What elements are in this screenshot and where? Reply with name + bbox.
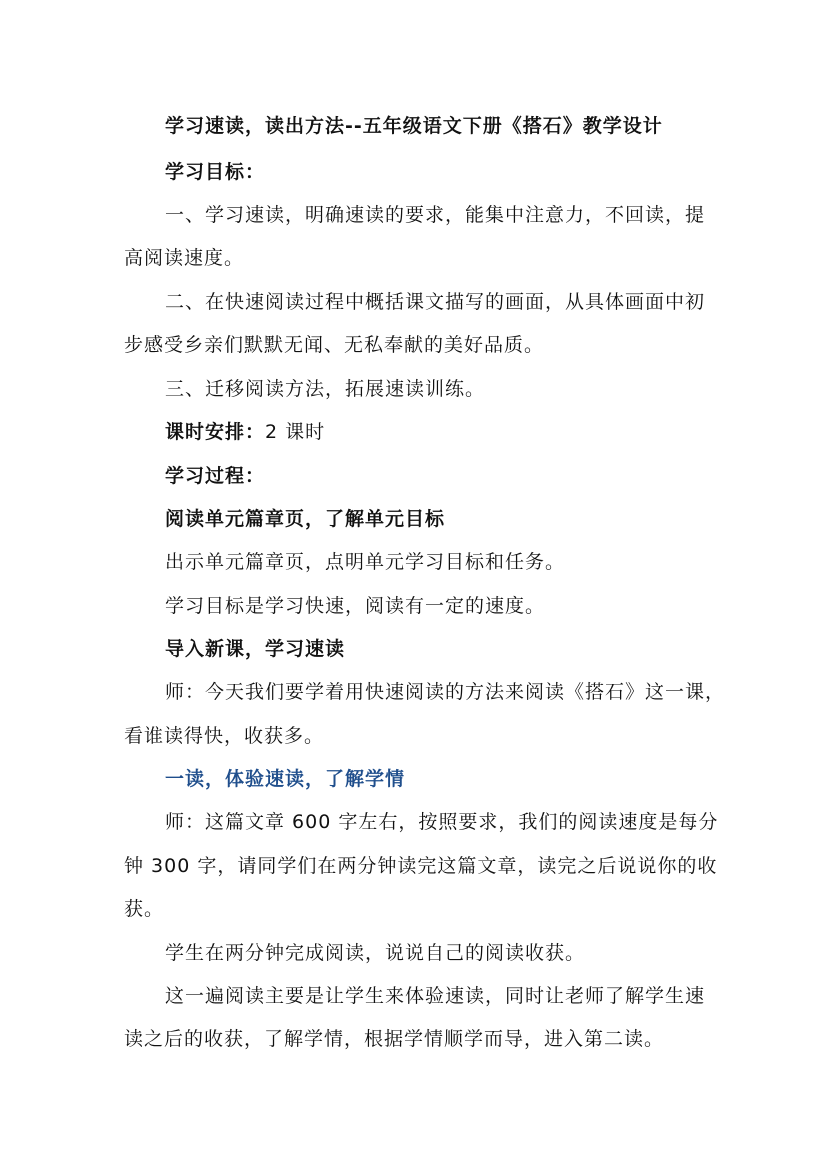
schedule-value: 2 课时	[265, 421, 326, 443]
section-2-paragraph-line-2: 看谁读得快，收获多。	[124, 725, 325, 747]
section-1-paragraph-2: 学习目标是学习快速，阅读有一定的速度。	[165, 595, 546, 617]
section-1-heading: 阅读单元篇章页，了解单元目标	[165, 508, 446, 530]
goal-1-line-2: 高阅读速度。	[124, 247, 245, 269]
section-3-paragraph-2: 学生在两分钟完成阅读，说说自己的阅读收获。	[165, 942, 586, 964]
section-2-paragraph-line-1: 师：今天我们要学着用快速阅读的方法来阅读《搭石》这一课，	[165, 681, 726, 703]
section-3-paragraph-1-line-3: 获。	[124, 898, 165, 920]
goal-3: 三、迁移阅读方法，拓展速读训练。	[165, 378, 486, 400]
section-3-heading: 一读，体验速读，了解学情	[165, 768, 406, 790]
section-3-paragraph-3-line-1: 这一遍阅读主要是让学生来体验速读，同时让老师了解学生速	[165, 985, 706, 1007]
goal-2-line-1: 二、在快速阅读过程中概括课文描写的画面，从具体画面中初	[165, 291, 706, 313]
section-3-paragraph-1-line-1: 师：这篇文章 600 字左右，按照要求，我们的阅读速度是每分	[165, 811, 719, 833]
section-2-heading: 导入新课，学习速读	[165, 638, 346, 660]
schedule	[165, 420, 325, 444]
goal-2-line-2: 步感受乡亲们默默无闻、无私奉献的美好品质。	[124, 334, 545, 356]
goals-heading: 学习目标：	[165, 161, 266, 183]
goal-1-line-1: 一、学习速读，明确速读的要求，能集中注意力，不回读，提	[165, 204, 706, 226]
section-3-paragraph-1-line-2: 钟 300 字，请同学们在两分钟读完这篇文章，读完之后说说你的收	[124, 855, 718, 877]
section-3-paragraph-3-line-2: 读之后的收获，了解学情，根据学情顺学而导，进入第二读。	[124, 1028, 665, 1050]
schedule-label: 课时安排：	[165, 421, 266, 443]
section-1-paragraph-1: 出示单元篇章页，点明单元学习目标和任务。	[165, 551, 566, 573]
document-title: 学习速读，读出方法--五年级语文下册《搭石》教学设计	[165, 115, 663, 137]
process-heading: 学习过程：	[165, 465, 266, 487]
